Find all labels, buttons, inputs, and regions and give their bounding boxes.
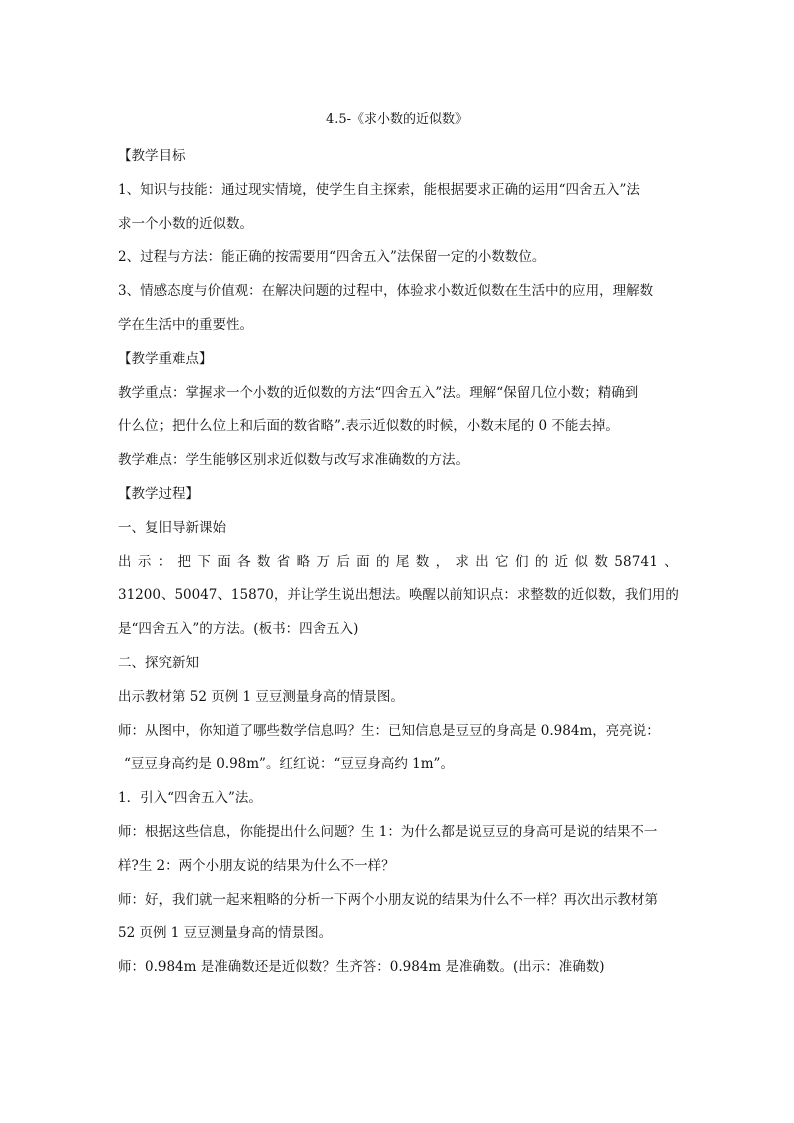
paragraph-line: 出示：把下面各数省略万后面的尾数，求出它们的近似数58741、 bbox=[118, 553, 678, 570]
section-heading-process: 【教学过程】 bbox=[118, 485, 199, 502]
paragraph-line: 3、情感态度与价值观：在解决问题的过程中，体验求小数近似数在生活中的应用，理解数 bbox=[118, 283, 654, 300]
document-title: 4.5-《求小数的近似数》 bbox=[325, 112, 469, 127]
paragraph-line: 2、过程与方法：能正确的按需要用“四舍五入”法保留一定的小数数位。 bbox=[118, 249, 546, 266]
paragraph-line: 1、知识与技能：通过现实情境，使学生自主探索，能根据要求正确的运用“四舍五入”法 bbox=[118, 181, 640, 198]
paragraph-line: 是“四舍五入”的方法。(板书：四舍五入) bbox=[118, 621, 359, 638]
paragraph-line: 52 页例 1 豆豆测量身高的情景图。 bbox=[118, 925, 333, 942]
paragraph-line: 31200、50047、15870，并让学生说出想法。唤醒以前知识点：求整数的近似数，我们用的 bbox=[118, 587, 679, 604]
paragraph-line: “豆豆身高约是 0.98m”。红红说：“豆豆身高约 1m”。 bbox=[124, 756, 454, 773]
subsection-heading: 一、复旧导新课始 bbox=[118, 519, 226, 536]
paragraph-line: 教学重点：掌握求一个小数的近似数的方法“四舍五入”法。理解“保留几位小数；精确到 bbox=[118, 384, 639, 401]
paragraph-line: 求一个小数的近似数。 bbox=[118, 215, 253, 232]
paragraph-line: 什么位；把什么位上和后面的数省略”.表示近似数的时候，小数末尾的 0 不能去掉。 bbox=[118, 418, 619, 435]
paragraph-line: 师：0.984m 是准确数还是近似数？生齐答：0.984m 是准确数。(出示：准确数) bbox=[118, 959, 605, 976]
paragraph-line: 师：好，我们就一起来粗略的分析一下两个小朋友说的结果为什么不一样？再次出示教材第 bbox=[118, 891, 658, 908]
section-heading-objectives: 【教学目标 bbox=[118, 148, 186, 164]
paragraph-line: 学在生活中的重要性。 bbox=[118, 316, 253, 333]
paragraph-line: 师：根据这些信息，你能提出什么问题？生 1：为什么都是说豆豆的身高可是说的结果不一 bbox=[118, 823, 658, 840]
paragraph-line: 出示教材第 52 页例 1 豆豆测量身高的情景图。 bbox=[118, 688, 404, 705]
document-body bbox=[118, 146, 678, 991]
paragraph-line: 教学难点：学生能够区别求近似数与改写求准确数的方法。 bbox=[118, 452, 469, 469]
subsection-heading: 1．引入“四舍五入”法。 bbox=[118, 790, 262, 807]
subsection-heading: 二、探究新知 bbox=[118, 654, 199, 671]
paragraph-line: 师：从图中，你知道了哪些数学信息吗？生：已知信息是豆豆的身高是 0.984m，亮亮说： bbox=[118, 722, 660, 739]
section-heading-key-points: 【教学重难点】 bbox=[118, 350, 213, 367]
paragraph-line: 样?生 2：两个小朋友说的结果为什么不一样？ bbox=[118, 857, 395, 874]
